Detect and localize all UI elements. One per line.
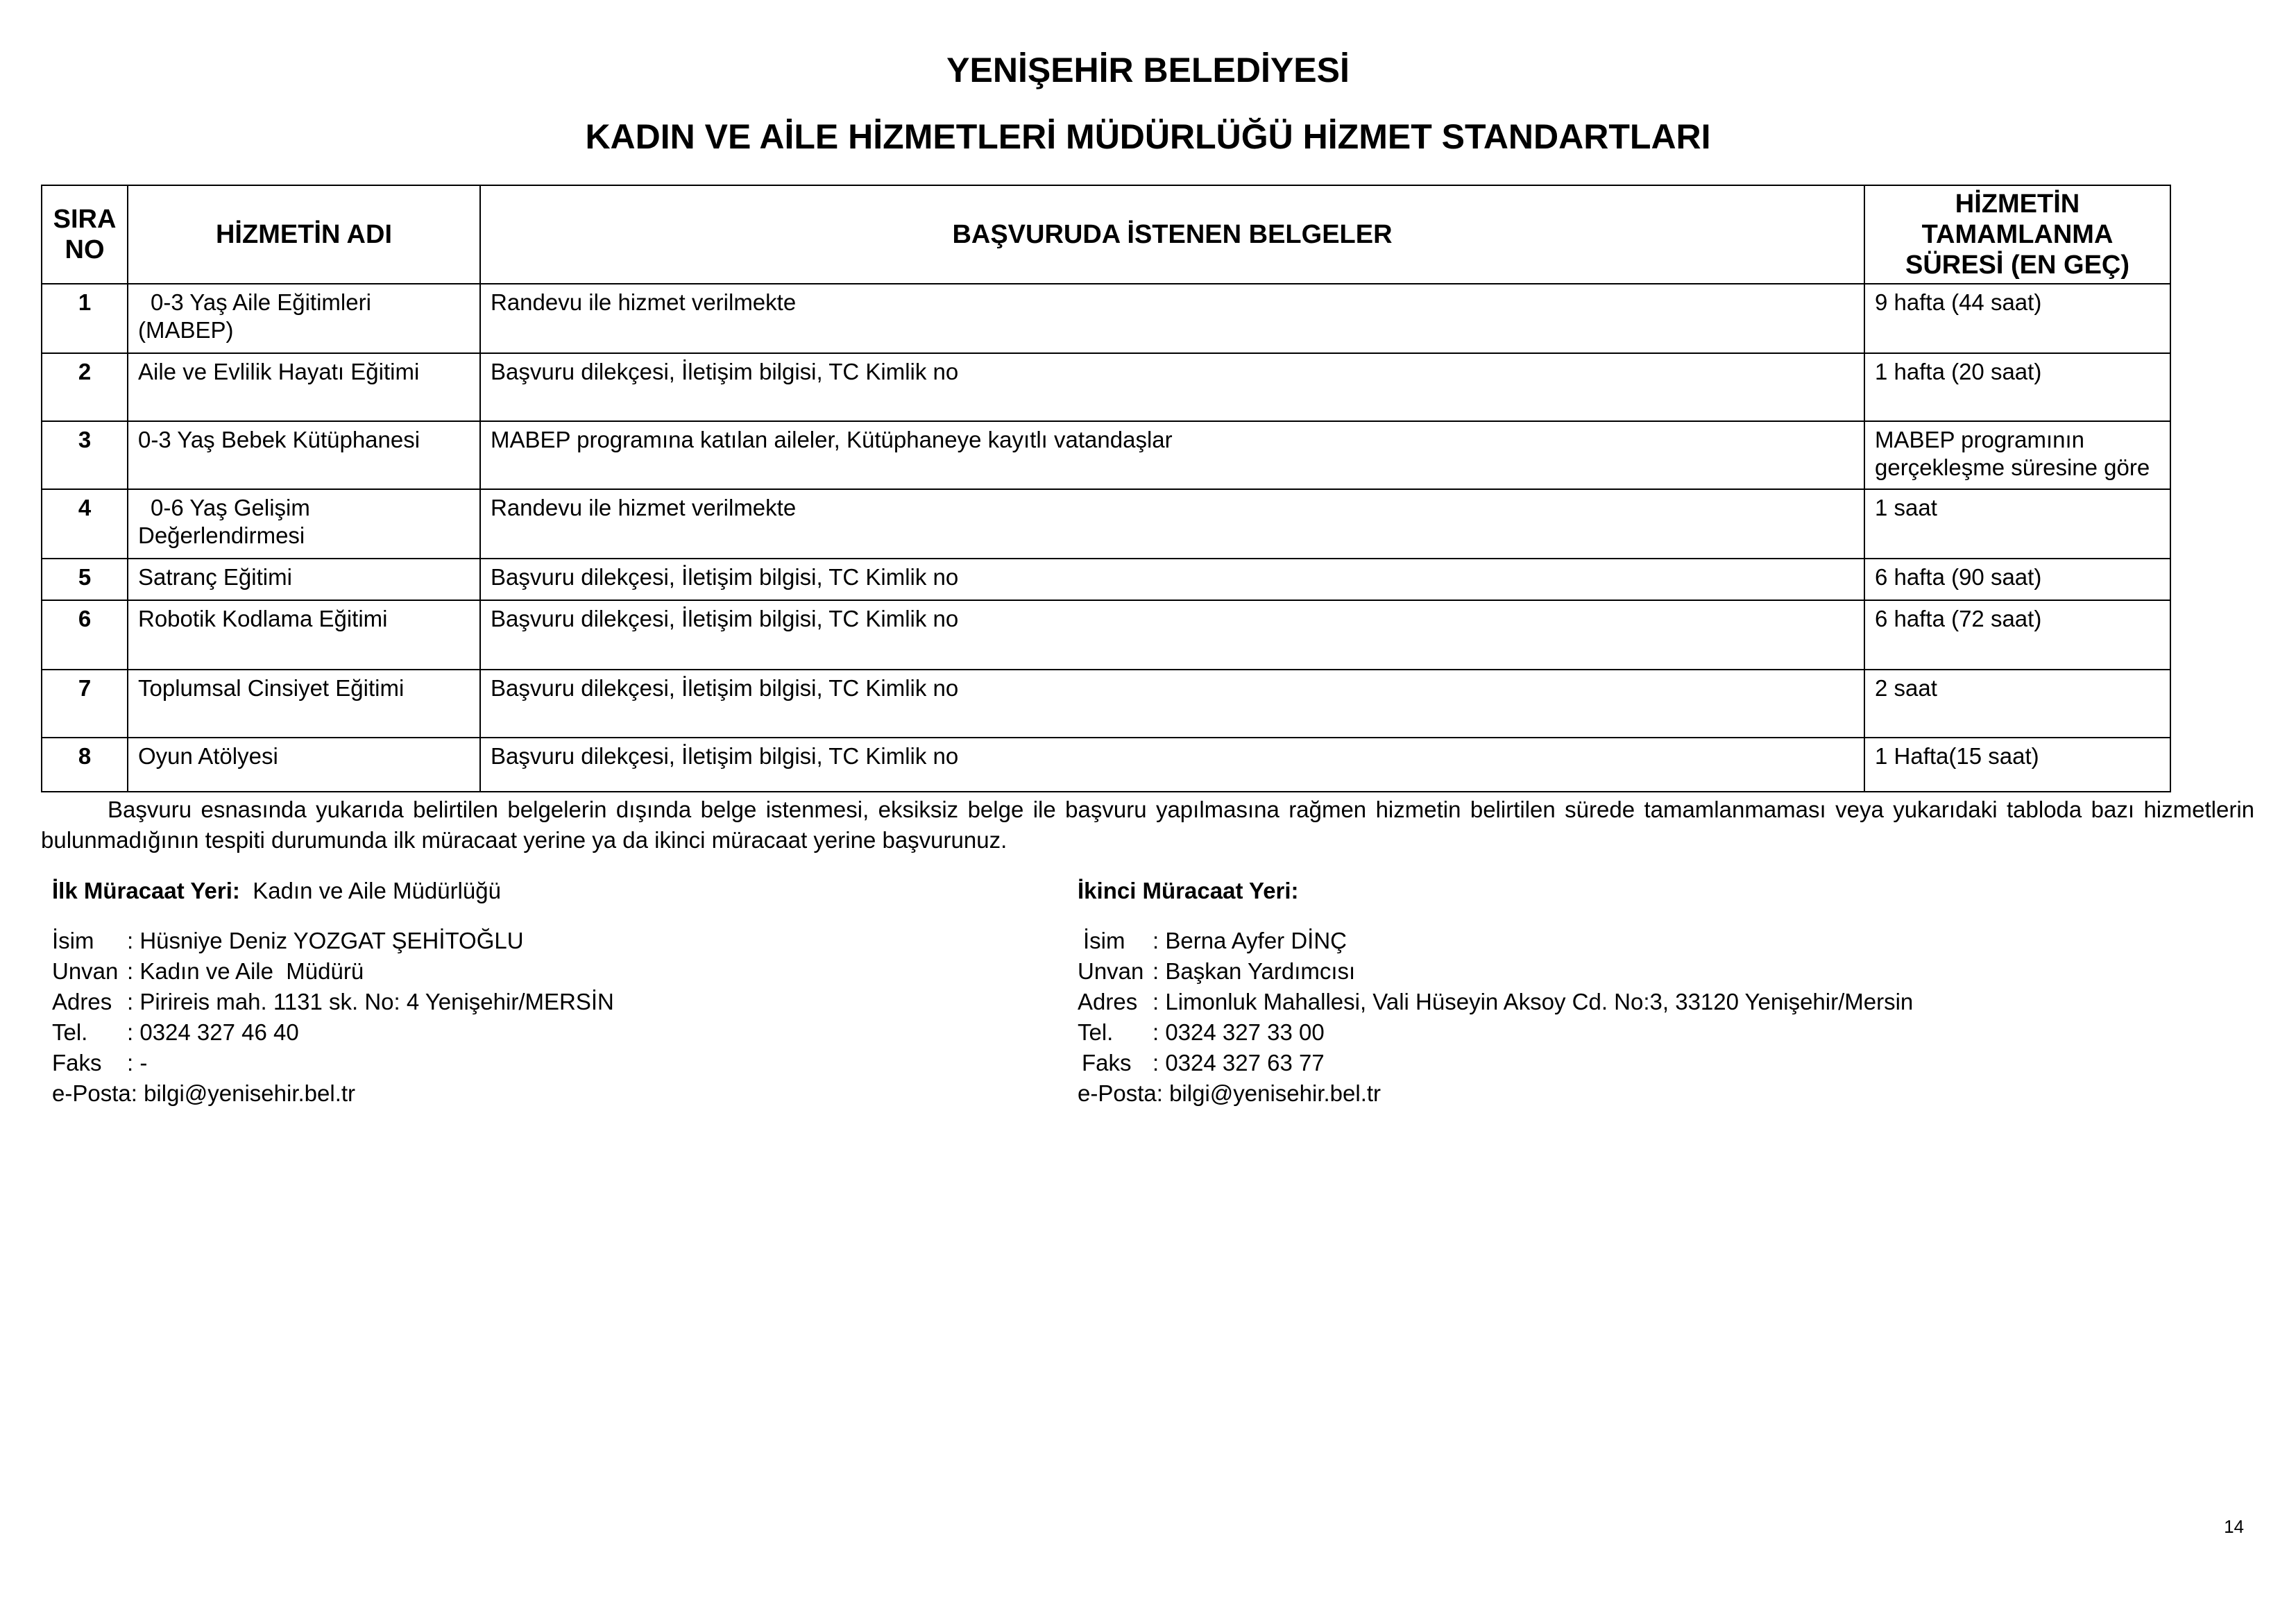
second-contact-heading: İkinci Müracaat Yeri: (1078, 878, 1299, 903)
row-no: 5 (42, 559, 128, 600)
application-note (41, 794, 2254, 856)
row-name: Toplumsal Cinsiyet Eğitimi (128, 670, 480, 738)
row-name: 0-6 Yaş Gelişim Değerlendirmesi (128, 489, 480, 559)
row-no: 2 (42, 353, 128, 421)
row-docs: Başvuru dilekçesi, İletişim bilgisi, TC Kimlik no (480, 670, 1864, 738)
faks-label: Faks (52, 1050, 102, 1076)
row-no: 3 (42, 421, 128, 489)
eposta-value: : bilgi@yenisehir.bel.tr (130, 1080, 356, 1106)
isim-label: İsim (52, 928, 94, 953)
table-row (42, 489, 2170, 559)
contact-row-unvan (52, 956, 614, 987)
contact-row-tel (52, 1017, 614, 1048)
header-hizmet-adi: HİZMETİN ADI (128, 185, 480, 284)
isim-value: : Berna Ayfer DİNÇ (1153, 928, 1347, 953)
row-name: Satranç Eğitimi (128, 559, 480, 600)
header-sira-no: SIRA NO (42, 185, 128, 284)
first-contact-heading (52, 876, 614, 906)
service-standards-table (41, 185, 2171, 792)
unvan-value: : Kadın ve Aile Müdürü (127, 958, 364, 984)
row-docs: MABEP programına katılan aileler, Kütüphaneye kayıtlı vatandaşlar (480, 421, 1864, 489)
isim-label: İsim (1083, 928, 1125, 953)
row-no: 8 (42, 738, 128, 792)
header-sure: HİZMETİN TAMAMLANMA SÜRESİ (EN GEÇ) (1864, 185, 2170, 284)
row-name: 0-3 Yaş Aile Eğitimleri (MABEP) (128, 284, 480, 353)
contact-row-unvan (1078, 956, 1913, 987)
faks-label: Faks (1082, 1050, 1132, 1076)
table-row (42, 600, 2170, 670)
first-contact-heading-value: Kadın ve Aile Müdürlüğü (253, 878, 501, 903)
row-duration: 2 saat (1864, 670, 2170, 738)
eposta-value: : bilgi@yenisehir.bel.tr (1156, 1080, 1381, 1106)
row-duration: 1 hafta (20 saat) (1864, 353, 2170, 421)
contact-row-adres (52, 987, 614, 1017)
row-name: Oyun Atölyesi (128, 738, 480, 792)
table-header-row (42, 185, 2170, 284)
table-row (42, 738, 2170, 792)
row-name: Aile ve Evlilik Hayatı Eğitimi (128, 353, 480, 421)
first-application-contact (52, 876, 614, 1109)
row-no: 1 (42, 284, 128, 353)
eposta-label: e-Posta (52, 1080, 131, 1106)
row-docs: Başvuru dilekçesi, İletişim bilgisi, TC Kimlik no (480, 738, 1864, 792)
table-row (42, 284, 2170, 353)
contact-row-eposta (52, 1078, 614, 1109)
row-duration: 6 hafta (72 saat) (1864, 600, 2170, 670)
row-duration: 1 saat (1864, 489, 2170, 559)
row-duration: 1 Hafta(15 saat) (1864, 738, 2170, 792)
tel-value: : 0324 327 33 00 (1153, 1019, 1325, 1045)
page-title: YENİŞEHİR BELEDİYESİ (946, 51, 1350, 90)
faks-value: : 0324 327 63 77 (1153, 1050, 1325, 1076)
note-text: Başvuru esnasında yukarıda belirtilen belgelerin dışında belge istenmesi, eksiksiz belge ile başvuru yapılmasına rağmen hizmetin belirtilen sürede tamamlanmaması veya yukarıdaki tabloda bazı hizmetlerin bulunmadığının tespiti durumunda ilk müracaat yerine ya da ikinci müracaat yerine başvurunuz. (41, 797, 2254, 853)
row-name: Robotik Kodlama Eğitimi (128, 600, 480, 670)
page-subtitle: KADIN VE AİLE HİZMETLERİ MÜDÜRLÜĞÜ HİZMET STANDARTLARI (585, 117, 1711, 156)
unvan-value: : Başkan Yardımcısı (1153, 958, 1356, 984)
adres-value: : Limonluk Mahallesi, Vali Hüseyin Aksoy Cd. No:3, 33120 Yenişehir/Mersin (1153, 989, 1914, 1014)
contact-row-eposta (1078, 1078, 1913, 1109)
row-docs: Başvuru dilekçesi, İletişim bilgisi, TC Kimlik no (480, 353, 1864, 421)
faks-value: : - (127, 1050, 148, 1076)
contact-row-faks (1078, 1048, 1913, 1078)
isim-value: : Hüsniye Deniz YOZGAT ŞEHİTOĞLU (127, 928, 524, 953)
row-docs: Randevu ile hizmet verilmekte (480, 489, 1864, 559)
row-no: 4 (42, 489, 128, 559)
header-belgeler: BAŞVURUDA İSTENEN BELGELER (480, 185, 1864, 284)
adres-value: : Pirireis mah. 1131 sk. No: 4 Yenişehir/MERSİN (127, 989, 614, 1014)
unvan-label: Unvan (52, 958, 119, 984)
page-number: 14 (2224, 1516, 2244, 1537)
contact-row-faks (52, 1048, 614, 1078)
row-docs: Başvuru dilekçesi, İletişim bilgisi, TC Kimlik no (480, 600, 1864, 670)
row-docs: Randevu ile hizmet verilmekte (480, 284, 1864, 353)
table-row (42, 421, 2170, 489)
first-contact-heading-label: İlk Müracaat Yeri: (52, 878, 240, 903)
table-row (42, 353, 2170, 421)
adres-label: Adres (1078, 989, 1138, 1014)
row-docs: Başvuru dilekçesi, İletişim bilgisi, TC Kimlik no (480, 559, 1864, 600)
contact-row-tel (1078, 1017, 1913, 1048)
row-duration: 6 hafta (90 saat) (1864, 559, 2170, 600)
contact-row-isim (1078, 926, 1913, 956)
contact-row-isim (52, 926, 614, 956)
row-no: 6 (42, 600, 128, 670)
table-row (42, 670, 2170, 738)
row-no: 7 (42, 670, 128, 738)
row-duration: 9 hafta (44 saat) (1864, 284, 2170, 353)
eposta-label: e-Posta (1078, 1080, 1157, 1106)
unvan-label: Unvan (1078, 958, 1144, 984)
tel-value: : 0324 327 46 40 (127, 1019, 299, 1045)
row-duration: MABEP programının gerçekleşme süresine göre (1864, 421, 2170, 489)
second-application-contact (1078, 876, 1913, 1109)
tel-label: Tel. (52, 1019, 88, 1045)
contact-row-adres (1078, 987, 1913, 1017)
table-row (42, 559, 2170, 600)
tel-label: Tel. (1078, 1019, 1114, 1045)
row-name: 0-3 Yaş Bebek Kütüphanesi (128, 421, 480, 489)
adres-label: Adres (52, 989, 112, 1014)
